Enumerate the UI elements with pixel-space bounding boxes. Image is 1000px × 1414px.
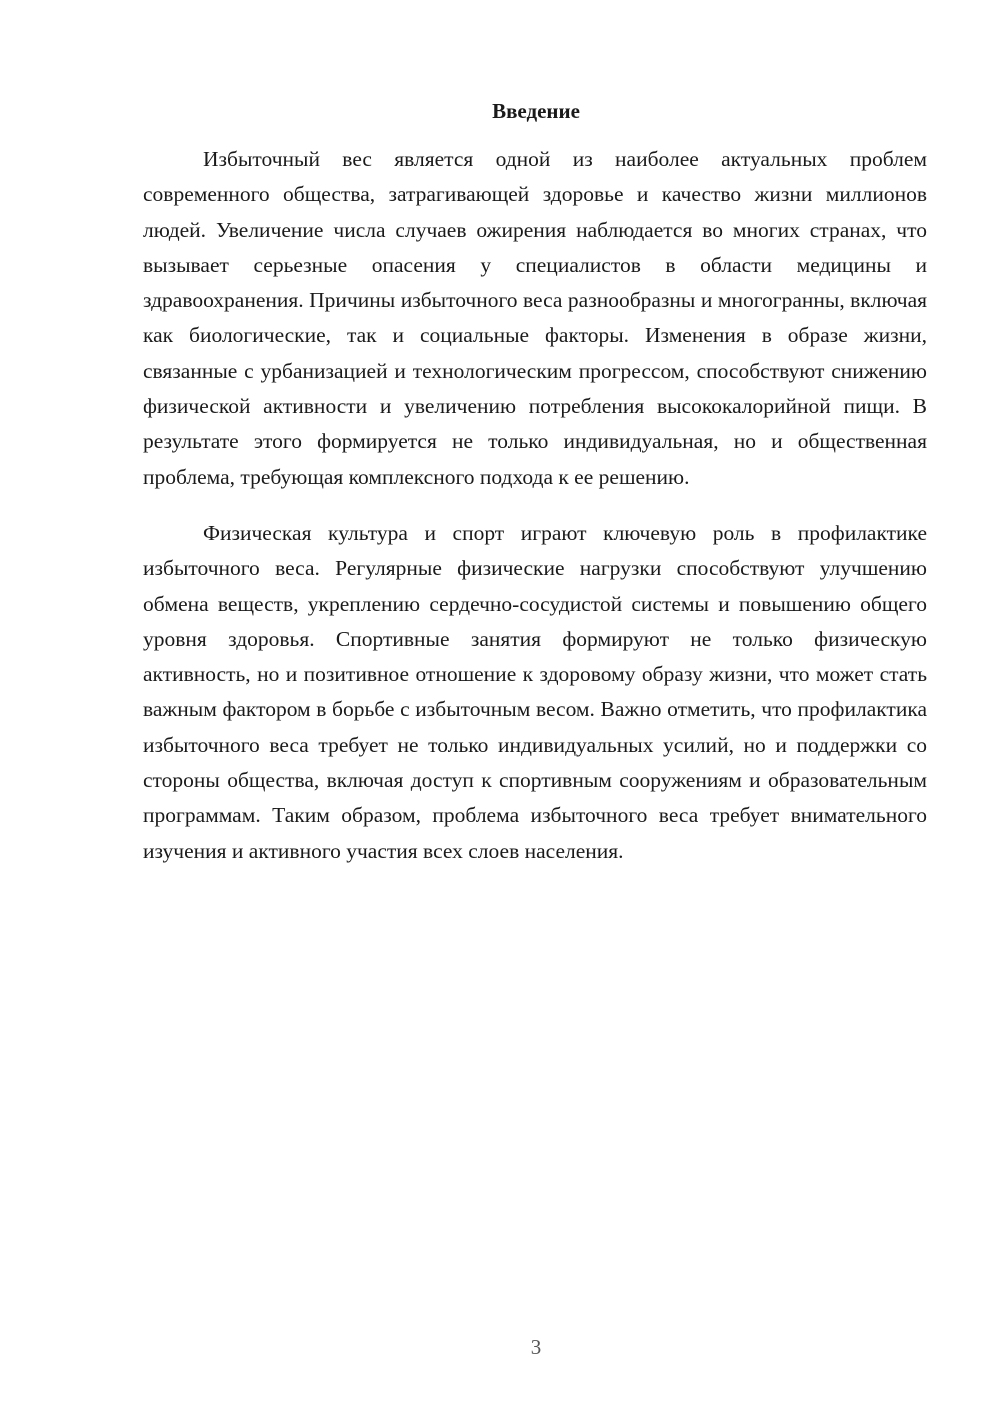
body-text [143,142,927,869]
page-number: 3 [530,1335,542,1359]
paragraph-1: Избыточный вес является одной из наиболее актуальных проблем современного общества, затрагивающей здоровье и качество жизни миллионов людей. Увеличение числа случаев ожирения наблюдается во многих странах, что вызывает серьезные опасения у специалистов в области медицины и здравоохранения. Причины избыточного веса разнообразны и многогранны, включая как биологические, так и социальные факторы. Изменения в образе жизни, связанные с урбанизацией и технологическим прогрессом, способствуют снижению физической активности и увеличению потребления высококалорийной пищи. В результате этого формируется не только индивидуальная, но и общественная проблема, требующая комплексного подхода к ее решению. [143,147,927,489]
section-title: Введение [492,99,580,123]
paragraph-2: Физическая культура и спорт играют ключевую роль в профилактике избыточного веса. Регулярные физические нагрузки способствуют улучшению обмена веществ, укреплению сердечно-сосудистой системы и повышению общего уровня здоровья. Спортивные занятия формируют не только физическую активность, но и позитивное отношение к здоровому образу жизни, что может стать важным фактором в борьбе с избыточным весом. Важно отметить, что профилактика избыточного веса требует не только индивидуальных усилий, но и поддержки со стороны общества, включая доступ к спортивным сооружениям и образовательным программам. Таким образом, проблема избыточного веса требует внимательного изучения и активного участия всех слоев населения. [143,520,927,863]
